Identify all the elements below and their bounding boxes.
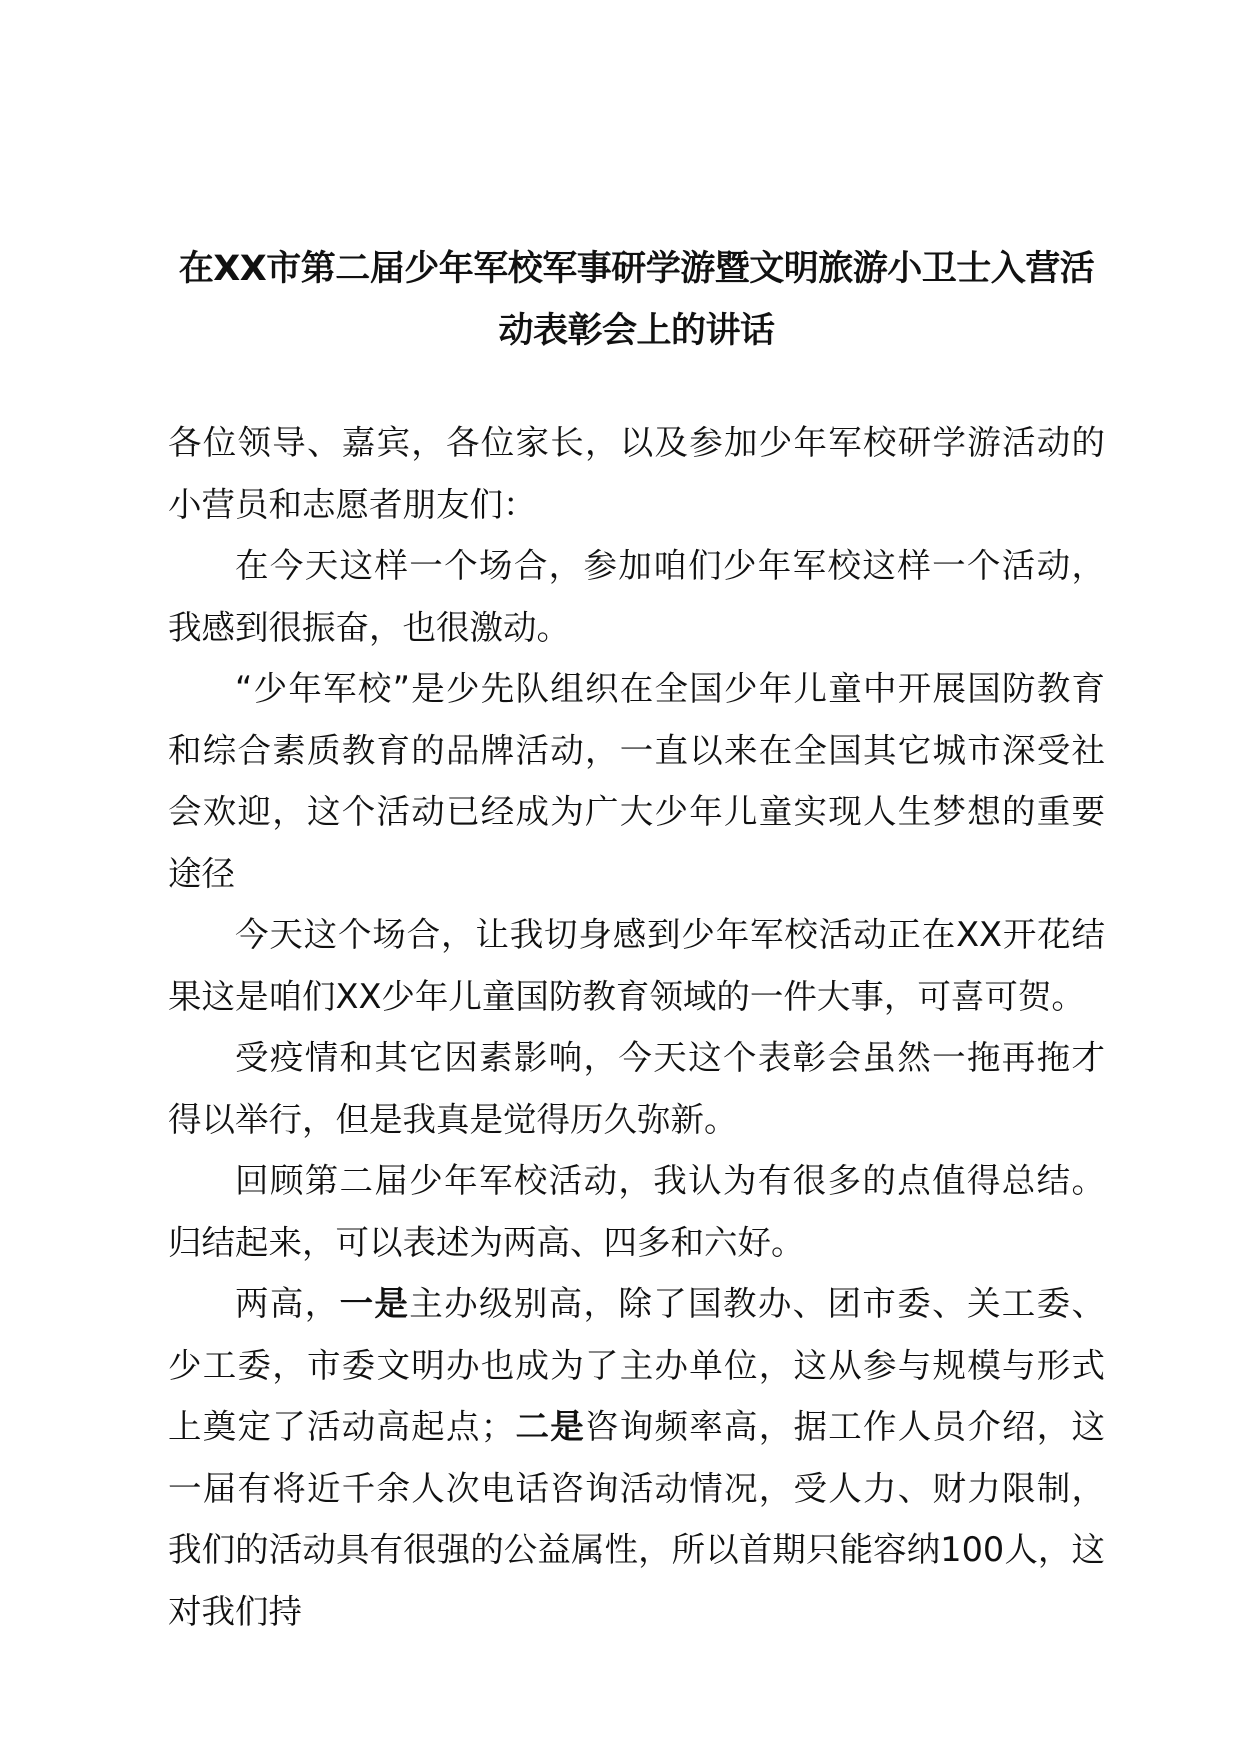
document-body <box>168 412 1105 1642</box>
paragraph-text: 两高， <box>235 1284 340 1323</box>
salutation: 各位领导、嘉宾，各位家长，以及参加少年军校研学游活动的小营员和志愿者朋友们： <box>168 423 1105 524</box>
document-title: 在XX市第二届少年军校军事研学游暨文明旅游小卫士入营活动表彰会上的讲话 <box>178 249 1095 351</box>
paragraph: “少年军校”是少先队组织在全国少年儿童中开展国防教育和综合素质教育的品牌活动，一直以来在全国其它城市深受社会欢迎，这个活动已经成为广大少年儿童实现人生梦想的重要途径 <box>168 669 1105 893</box>
paragraph: 在今天这样一个场合，参加咱们少年军校这样一个活动，我感到很振奋，也很激动。 <box>168 546 1105 647</box>
emphasis-first: 一是 <box>339 1284 410 1323</box>
paragraph: 今天这个场合，让我切身感到少年军校活动正在XX开花结果这是咱们XX少年儿童国防教育领域的一件大事，可喜可贺。 <box>168 915 1105 1016</box>
paragraph-two-highs <box>168 1273 1105 1642</box>
emphasis-second: 二是 <box>514 1407 585 1446</box>
paragraph-text: 主办级别高，除了国教办、团市委、关工委、少工委，市委文明办也成为了主办单位，这从参与规模与形式上奠定了活动高起点； <box>168 1284 1106 1446</box>
paragraph-text: 咨询频率高，据工作人员介绍，这一届有将近千余人次电话咨询活动情况，受人力、财力限制，我们的活动具有很强的公益属性，所以首期只能容纳100人，这对我们持 <box>168 1407 1105 1631</box>
document-page <box>168 238 1105 1642</box>
paragraph: 回顾第二届少年军校活动，我认为有很多的点值得总结。归结起来，可以表述为两高、四多和六好。 <box>168 1161 1105 1262</box>
paragraph: 受疫情和其它因素影响，今天这个表彰会虽然一拖再拖才得以举行，但是我真是觉得历久弥新。 <box>168 1038 1105 1139</box>
